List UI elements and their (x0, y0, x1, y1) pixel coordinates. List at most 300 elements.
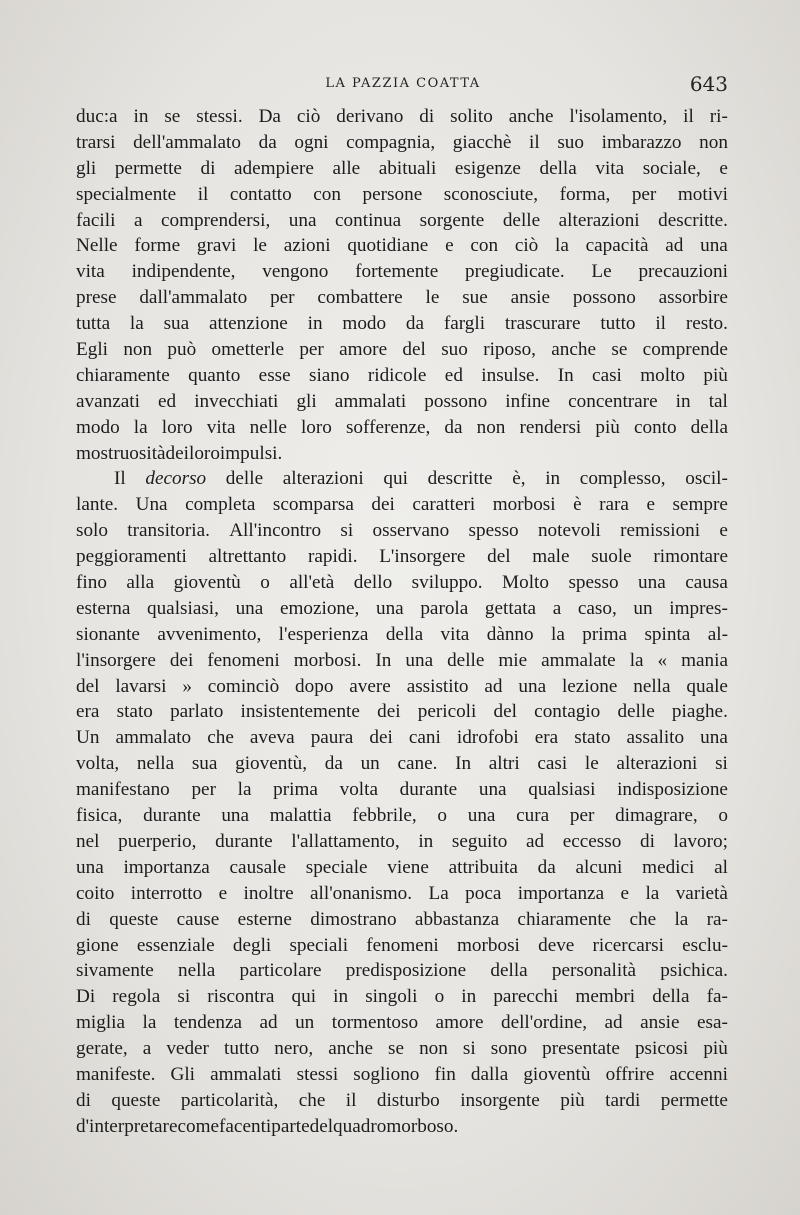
text-line (76, 829, 728, 855)
word: veder (166, 1038, 209, 1060)
word: in (307, 313, 323, 335)
word: e (620, 882, 630, 904)
word: caratteri (412, 494, 476, 516)
word: speciale (305, 856, 368, 878)
word: Di (76, 986, 96, 1008)
text-line (76, 130, 728, 156)
word: e (646, 494, 655, 516)
word: abbastanza (414, 908, 500, 930)
word: vengono (262, 261, 329, 283)
word: ammalate (541, 649, 616, 671)
word: anche (508, 106, 554, 127)
word: l'allattamento, (291, 830, 400, 852)
word: o (437, 805, 448, 827)
word: conto (633, 416, 677, 438)
word: una (518, 675, 547, 697)
word: si (177, 986, 191, 1008)
word: una (478, 779, 507, 801)
word: le (425, 287, 440, 309)
word: o (434, 986, 445, 1008)
word: e (719, 157, 728, 179)
page-header (78, 72, 728, 98)
word: l'insorgere (76, 649, 156, 671)
word: ciò (296, 106, 321, 127)
word: altri (488, 753, 520, 775)
word: membri (575, 986, 636, 1008)
word: continua (335, 209, 402, 231)
word: vita (206, 416, 236, 438)
word: alcuni (575, 856, 623, 878)
word: da (444, 416, 463, 438)
text-line (76, 803, 728, 829)
word: causa (685, 572, 728, 594)
word: impulsi. (219, 442, 283, 464)
word: prima (273, 779, 318, 801)
word: del (309, 1115, 334, 1137)
word: del (493, 701, 517, 723)
word: derivano (336, 106, 404, 127)
word: idrofobi (456, 727, 519, 749)
word: varietà (675, 882, 728, 904)
word: dimagrare, (615, 805, 698, 827)
word: la (551, 623, 565, 645)
word: paura (310, 727, 354, 749)
word: tutta (76, 313, 111, 335)
word: attenzione (208, 313, 288, 335)
word: fenomeni (366, 934, 439, 956)
word: miglia (76, 1012, 126, 1034)
word: offrire (605, 1063, 655, 1085)
word: dalla (470, 1063, 509, 1085)
word: nel (76, 830, 100, 852)
word: alla (126, 572, 155, 594)
word: rapidi. (307, 546, 358, 568)
word: la (142, 1012, 157, 1034)
word: insorgente (460, 1089, 540, 1111)
word: insulse. (481, 364, 540, 386)
word: qualsiasi (528, 779, 596, 801)
word: malattia (269, 805, 332, 827)
word: duc:a (76, 106, 118, 127)
word: ogni (294, 131, 329, 153)
text-line (76, 596, 728, 622)
word: il (683, 106, 694, 127)
word: sono (490, 1038, 528, 1060)
text-line (76, 1088, 728, 1114)
word: di (76, 1089, 91, 1111)
word: sua (163, 313, 190, 335)
word: nella (136, 753, 175, 775)
word: importanza (123, 856, 210, 878)
word: In (557, 364, 574, 386)
word: gioventù (523, 1063, 591, 1085)
word: dei (165, 442, 189, 464)
word: suo (557, 131, 584, 153)
word: sogliono (353, 1063, 420, 1085)
word: avere (349, 675, 391, 697)
word: ricercarsi (592, 934, 664, 956)
word: tardi (605, 1089, 641, 1111)
word: che (629, 908, 657, 930)
word: sempre (672, 494, 728, 516)
word: particolarità, (180, 1089, 279, 1111)
word: Molto (502, 572, 549, 594)
word: singoli (365, 986, 418, 1008)
word: alterazioni (616, 753, 698, 775)
word: vita (440, 623, 470, 645)
word: sviluppo. (411, 572, 483, 594)
word: sofferenze, (345, 416, 431, 438)
word: ra- (706, 908, 728, 930)
word: la (129, 313, 144, 335)
word: e (445, 235, 454, 257)
word: trarsi (76, 131, 116, 153)
word: da (258, 131, 277, 153)
word: dello (353, 572, 393, 594)
word: all'onanismo. (310, 882, 413, 904)
word: della (539, 157, 577, 179)
word: con (470, 235, 499, 257)
word: tutto (224, 1038, 260, 1060)
word: forma, (559, 183, 611, 205)
word: e (218, 882, 228, 904)
word: esterna (76, 597, 131, 619)
word: volta, (76, 753, 120, 775)
word: che (298, 1089, 326, 1111)
word: volta (339, 779, 378, 801)
word: Egli (76, 339, 108, 361)
word: particolare (239, 960, 322, 982)
word: In (375, 649, 392, 671)
word: del (402, 339, 426, 361)
word: prima (582, 623, 628, 645)
word: modo (342, 313, 387, 335)
word: completa (185, 494, 256, 516)
word: della (385, 623, 424, 645)
word: una (405, 649, 434, 671)
word: fa- (706, 986, 728, 1008)
word: fenomeni (207, 649, 280, 671)
word: gione (76, 934, 119, 956)
word: « (657, 649, 668, 671)
word: Da (258, 106, 281, 127)
text-line (76, 544, 728, 570)
text-line (76, 1062, 728, 1088)
word: siano (308, 364, 350, 386)
word: cura (516, 805, 550, 827)
word: ridicole (367, 364, 427, 386)
word: non (699, 131, 728, 153)
word: azioni (283, 235, 331, 257)
word: interrotto (130, 882, 203, 904)
word: fin (434, 1063, 456, 1085)
word: dei (169, 649, 194, 671)
word: medici (642, 856, 695, 878)
word: descritte. (658, 209, 728, 231)
word: sivamente (76, 960, 154, 982)
word: in (333, 986, 349, 1008)
word: trascurare (504, 313, 581, 335)
word: tal (708, 390, 728, 412)
word: in (133, 106, 149, 127)
word: suole (591, 546, 632, 568)
word: delle (225, 468, 264, 490)
word: possono (572, 287, 636, 309)
word: altrettanto (208, 546, 287, 568)
word: sorgente (419, 209, 485, 231)
word: gioventù, (235, 753, 308, 775)
word: durante (143, 805, 201, 827)
word: ansie (640, 1012, 680, 1034)
word: lavoro; (673, 830, 728, 852)
word: mania (681, 649, 728, 671)
text-line (76, 570, 728, 596)
word: ciò (514, 235, 539, 257)
word: stessi. (196, 106, 243, 127)
word: delle (447, 649, 485, 671)
text-line (76, 751, 728, 777)
word: assorbire (658, 287, 728, 309)
word: gli (296, 390, 317, 412)
text-line (76, 933, 728, 959)
word: al (714, 856, 728, 878)
word: assistito (406, 675, 469, 697)
text-line (76, 1036, 728, 1062)
word: che (207, 727, 234, 749)
word: eccesso (562, 830, 622, 852)
word: del (487, 546, 511, 568)
word: sionante (76, 623, 140, 645)
word: chiaramente (76, 364, 170, 386)
word: speciali (289, 934, 349, 956)
word: della (652, 986, 690, 1008)
text-line (76, 156, 728, 182)
word: concentrare (568, 390, 658, 412)
word: coito (76, 882, 115, 904)
word: cane. (397, 753, 438, 775)
word: causale (229, 856, 286, 878)
word: amore (339, 339, 388, 361)
word: cause (176, 908, 220, 930)
word: essenziale (136, 934, 215, 956)
word: vita (76, 261, 105, 283)
word: come (177, 1115, 220, 1137)
word: una (467, 805, 496, 827)
word: esterne (237, 908, 292, 930)
word: amore (435, 1012, 484, 1034)
word: l'isolamento, (569, 106, 668, 127)
word: una (76, 856, 104, 878)
word: di (200, 157, 216, 179)
word: la (674, 908, 689, 930)
word: quotidiane (347, 235, 429, 257)
word: qui (291, 986, 317, 1008)
word: dimostrano (310, 908, 397, 930)
word: a (133, 209, 143, 231)
word: con (313, 183, 341, 205)
word: importanza (517, 882, 605, 904)
word: assalito (626, 727, 685, 749)
word: ansie (510, 287, 551, 309)
word: gettata (484, 597, 537, 619)
word: sociale, (642, 157, 701, 179)
word: queste (109, 908, 159, 930)
word: nella (178, 960, 216, 982)
word: loro (300, 416, 332, 438)
word: stato (116, 701, 153, 723)
word: una (221, 805, 250, 827)
text-line (76, 466, 728, 492)
text-line (76, 208, 728, 234)
word: ad (604, 1012, 623, 1034)
word: pericoli (417, 701, 477, 723)
word: in (418, 830, 434, 852)
word: regola (112, 986, 161, 1008)
text-line (76, 907, 728, 933)
word: il (655, 313, 667, 335)
word: si (462, 1038, 476, 1060)
word: gravi (196, 235, 237, 257)
word: adempiere (234, 157, 314, 179)
word: cominciò (207, 675, 280, 697)
word: giacchè (452, 131, 512, 153)
word: spesso (568, 572, 619, 594)
word: loro (161, 416, 193, 438)
text-line (76, 441, 728, 467)
word: l'esperienza (278, 623, 369, 645)
text-line (76, 777, 728, 803)
word: all'età (289, 572, 335, 594)
word: la (645, 882, 660, 904)
word: psicosi (634, 1038, 689, 1060)
text-line (76, 958, 728, 984)
word: La (428, 882, 449, 904)
word: durante (399, 779, 458, 801)
word: fargli (443, 313, 486, 335)
word: lante. (76, 494, 119, 516)
word: sue (462, 287, 488, 309)
word: ed (158, 390, 177, 412)
word: parlato (170, 701, 224, 723)
word: della (490, 960, 528, 982)
text-line (76, 285, 728, 311)
word: accenni (669, 1063, 728, 1085)
word: le (584, 753, 599, 775)
word: dopo (295, 675, 334, 697)
word: una (700, 235, 728, 257)
word: motivi (677, 183, 728, 205)
text-line (76, 725, 728, 751)
word: specialmente (76, 183, 177, 205)
word: morboso. (386, 1115, 459, 1137)
word: esse (258, 364, 291, 386)
word: poca (465, 882, 502, 904)
word: caso, (577, 597, 617, 619)
word: una (638, 572, 666, 594)
word: la (133, 416, 148, 438)
word: nero, (274, 1038, 314, 1060)
word: tutto (600, 313, 636, 335)
word: il (197, 183, 209, 205)
word: loro (189, 442, 220, 464)
text-line (76, 363, 728, 389)
word: tendenza (173, 1012, 243, 1034)
word: quadro (333, 1115, 387, 1137)
word: predisposizione (345, 960, 467, 982)
word: gioventù (173, 572, 241, 594)
word: fortemente (355, 261, 439, 283)
word: impres- (669, 597, 728, 619)
word: è, (512, 468, 526, 490)
text-line (76, 674, 728, 700)
word: osservano (372, 520, 450, 542)
word: era (534, 727, 559, 749)
word: gli (76, 157, 97, 179)
word: di (639, 830, 655, 852)
word: più (560, 1089, 585, 1111)
word: mostruosità (76, 442, 166, 464)
word: Le (591, 261, 612, 283)
word: durante (215, 830, 273, 852)
word: viene (387, 856, 429, 878)
word: persone (362, 183, 423, 205)
word: L'insorgere (379, 546, 466, 568)
word: suo (441, 339, 468, 361)
word: inoltre (243, 882, 294, 904)
text-line (76, 337, 728, 363)
word: fino (76, 572, 107, 594)
word: quanto (188, 364, 241, 386)
word: Una (135, 494, 168, 516)
word: Gli (170, 1063, 196, 1085)
word: puerperio, (118, 830, 197, 852)
word: ammalati (334, 390, 407, 412)
text-line (76, 1010, 728, 1036)
word: » (182, 675, 192, 697)
word: ad (259, 1012, 278, 1034)
word: morbosi. (293, 649, 362, 671)
word: esclu- (682, 934, 728, 956)
word: o (260, 572, 270, 594)
word: non (123, 339, 153, 361)
word: alterazioni (558, 209, 640, 231)
word: avvenimento, (157, 623, 262, 645)
word: prese (76, 287, 117, 309)
word: sua (191, 753, 218, 775)
word: se (388, 1038, 405, 1060)
word: le (253, 235, 267, 257)
word: la (555, 235, 569, 257)
word: qui (383, 468, 408, 490)
word: un (295, 1012, 315, 1034)
word: Il (114, 468, 126, 490)
word: mie (498, 649, 528, 671)
word: dell'ammalato (133, 131, 241, 153)
word: se (611, 339, 628, 361)
word: ammalato (115, 727, 192, 749)
word: riposo, (483, 339, 536, 361)
word: facili (76, 209, 116, 231)
word: disturbo (376, 1089, 440, 1111)
word: nella (633, 675, 671, 697)
word: stessi (296, 1063, 339, 1085)
word: lavarsi (115, 675, 167, 697)
word: insistentemente (240, 701, 360, 723)
word: resto. (685, 313, 728, 335)
word: un (360, 753, 380, 775)
word: al- (707, 623, 728, 645)
text-line (76, 182, 728, 208)
